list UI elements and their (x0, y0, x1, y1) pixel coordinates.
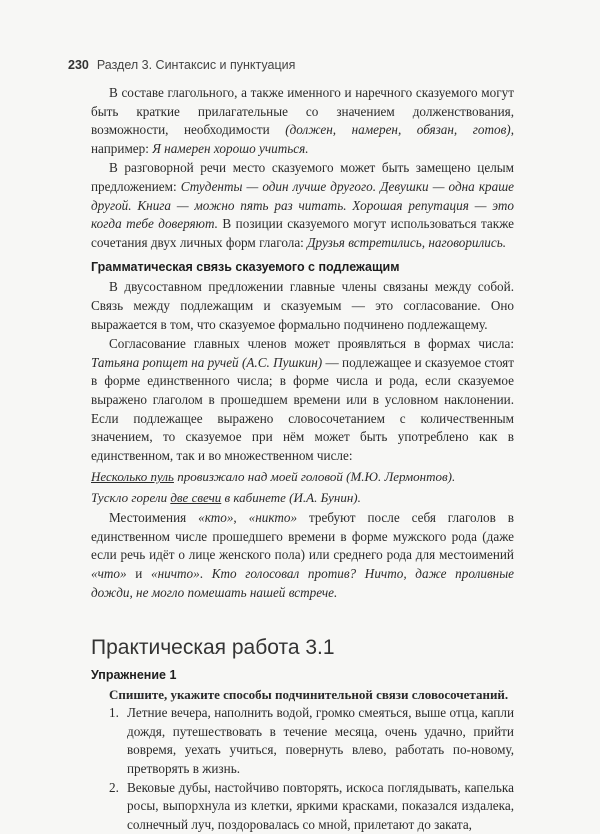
example-lermontov: Несколько пуль провизжало над моей головой (М.Ю. Лермонтов). (91, 469, 456, 485)
list-item: 2. Вековые дубы, настойчиво повторять, искоса поглядывать, капелька росы, выпорхнула из клетки, яркими красками, показался издалека, солнечный луч, поздоровалась со мной, прилетают до заката, (109, 779, 514, 832)
paragraph-agreement-forms: Согласование главных членов может проявляться в формах числа: Татьяна ропщет на ручей (А.С. Пушкин) — подлежащее и сказуемое стоят в форме единственного числа; в форме числа и рода, если сказуемое выражено глаголом в прошедшем времени или в условном наклонении. Если подлежащее выражено словосочетанием с количественным значением, то сказуемое при нём может быть употреблено как в единственном, так и во множественном числе: (91, 336, 514, 463)
paragraph-colloquial-speech: В разговорной речи место сказуемого может быть замещено целым предложением: Студенты — один лучше другого. Девушки — одна краше другой. Книга — можно пять раз читать. Хорошая репутация — это когда тебе доверяют. В позиции сказуемого могут использоваться также сочетания двух личных форм глагола: Друзья встретились, наговорились. (91, 160, 515, 250)
section-title: Раздел 3. Синтаксис и пунктуация (96, 58, 296, 72)
exercise-task: Спишите, укажите способы подчинительной связи словосочетаний. (109, 687, 509, 703)
subheading-agreement: Грамматическая связь сказуемого с подлежащим (91, 260, 400, 275)
page-body (91, 84, 514, 834)
exercise-list (91, 704, 514, 834)
list-item: 1. Летние вечера, наполнить водой, громко смеяться, выше отца, капли дождя, путешествовать в течение месяца, очень удачно, прийти вовремя, уехать учиться, повернуть влево, работать по-новому, претворять в жизнь. (109, 705, 514, 777)
exercise-title: Упражнение 1 (91, 668, 177, 683)
paragraph-agreement-intro: В двусоставном предложении главные члены связаны между собой. Связь между подлежащим и сказуемым — это согласование. Оно выражается в том, что сказуемое формально подчинено подлежащему. (91, 279, 514, 332)
practice-title: Практическая работа 3.1 (91, 636, 335, 660)
example-bunin: Тускло горели две свечи в кабинете (И.А. Бунин). (91, 490, 361, 506)
page-number: 230 (68, 58, 89, 72)
paragraph-pronouns: Местоимения «кто», «никто» требуют после себя глаголов в единственном числе прошедшего времени в форме мужского рода (даже если речь идёт о лице женского пола) или среднего рода для местоимений «что» и «ничто». Кто голосовал против? Ничто, даже проливные дожди, не могло помешать нашей встрече. (91, 510, 515, 600)
running-head (68, 58, 295, 72)
paragraph-short-adjectives: В составе глагольного, а также именного и наречного сказуемого могут быть краткие прилагательные со значением долженствования, возможности, необходимости (должен, намерен, обязан, готов), например: Я намерен хорошо учиться. (91, 85, 514, 156)
